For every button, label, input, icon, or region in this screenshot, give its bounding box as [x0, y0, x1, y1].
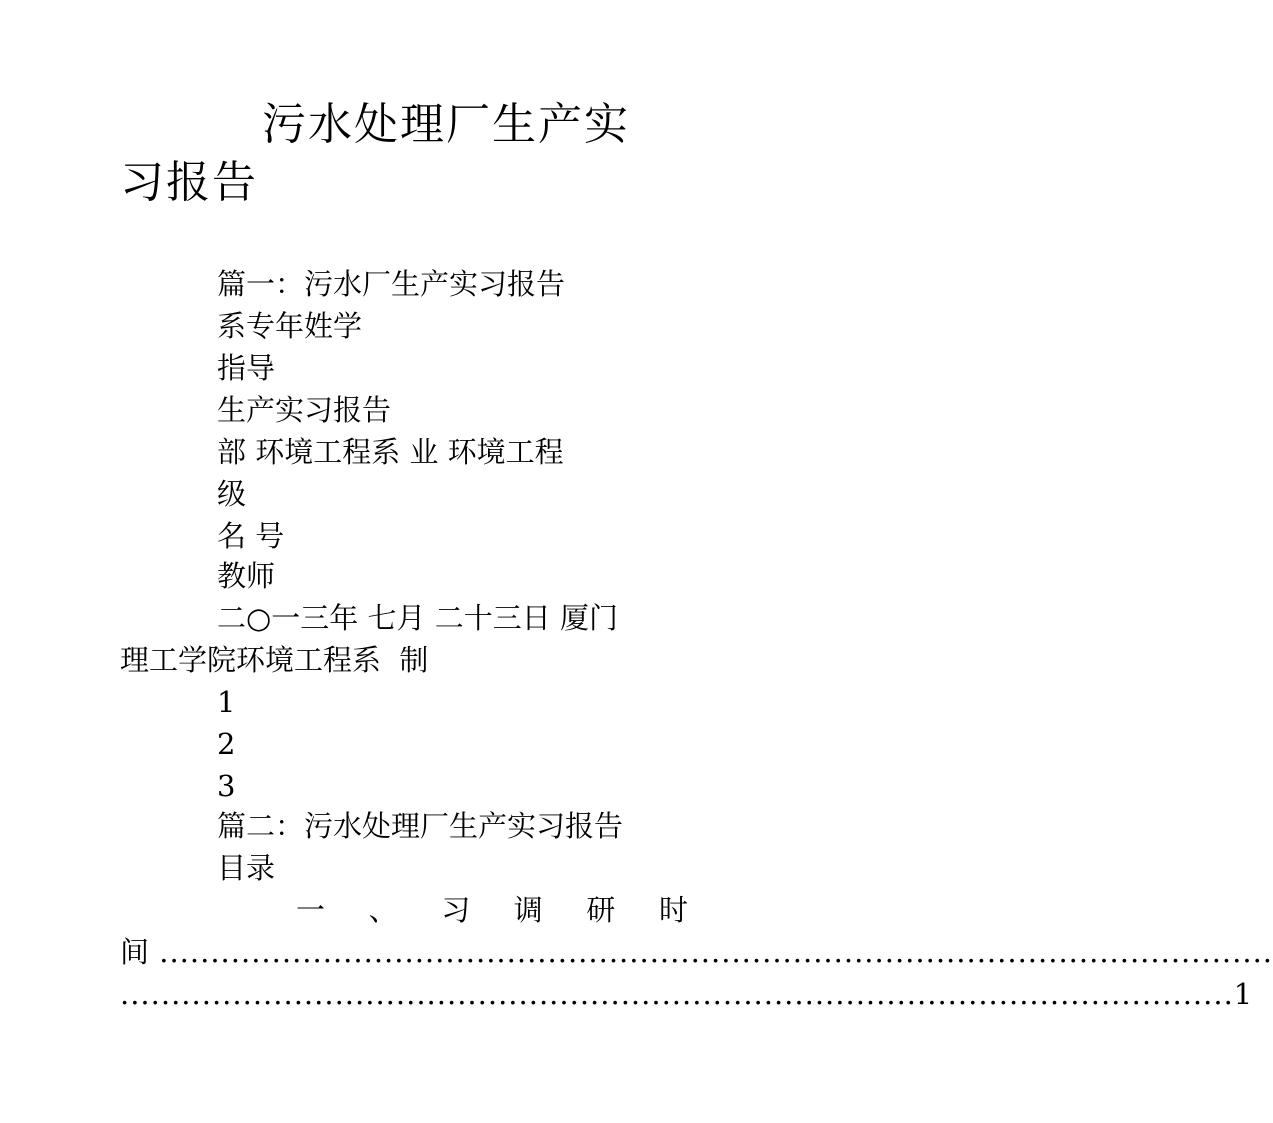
- toc-char: 时: [658, 893, 688, 927]
- toc-entry-continuation: [120, 934, 1273, 970]
- title-line-1: 污水处理厂生产实: [262, 99, 630, 150]
- number-line: 1: [217, 685, 236, 719]
- toc-char: 一: [296, 893, 326, 927]
- toc-entry-page-line: [120, 976, 1253, 1012]
- text-line: 系专年姓学: [217, 309, 363, 343]
- text-line: 指导: [217, 351, 276, 385]
- document-title: [120, 96, 680, 212]
- toc-char: 研: [586, 893, 616, 927]
- toc-char: 、: [368, 893, 398, 927]
- toc-heading: 目录: [217, 851, 276, 885]
- number-line: 2: [217, 727, 236, 761]
- toc-dot-leader: .............................................................................................................: [120, 977, 1234, 1011]
- text-line: 级: [217, 477, 247, 511]
- toc-char: 调: [513, 893, 543, 927]
- institution-line: 理工学院环境工程系 制: [120, 643, 429, 677]
- title-line-2: 习报告: [120, 157, 258, 208]
- text-line: 部 环境工程系 业 环境工程: [217, 435, 564, 469]
- toc-char: 习: [441, 893, 471, 927]
- section-heading-1: 篇一：污水厂生产实习报告: [217, 267, 566, 301]
- text-line: 教师: [217, 559, 276, 593]
- section-heading-2: 篇二：污水处理厂生产实习报告: [217, 809, 624, 843]
- toc-entry-title: [120, 892, 688, 928]
- toc-entry[interactable]: [120, 892, 688, 928]
- toc-dot-leader: .............................................................................................................: [149, 935, 1273, 969]
- toc-entry-title-cont: 间: [120, 935, 150, 969]
- text-line: 名 号: [217, 519, 285, 553]
- text-line: 生产实习报告: [217, 393, 392, 427]
- number-line: 3: [217, 769, 236, 803]
- toc-page-number: 1: [1233, 977, 1253, 1011]
- date-line: 二○一三年 七月 二十三日 厦门: [217, 601, 618, 635]
